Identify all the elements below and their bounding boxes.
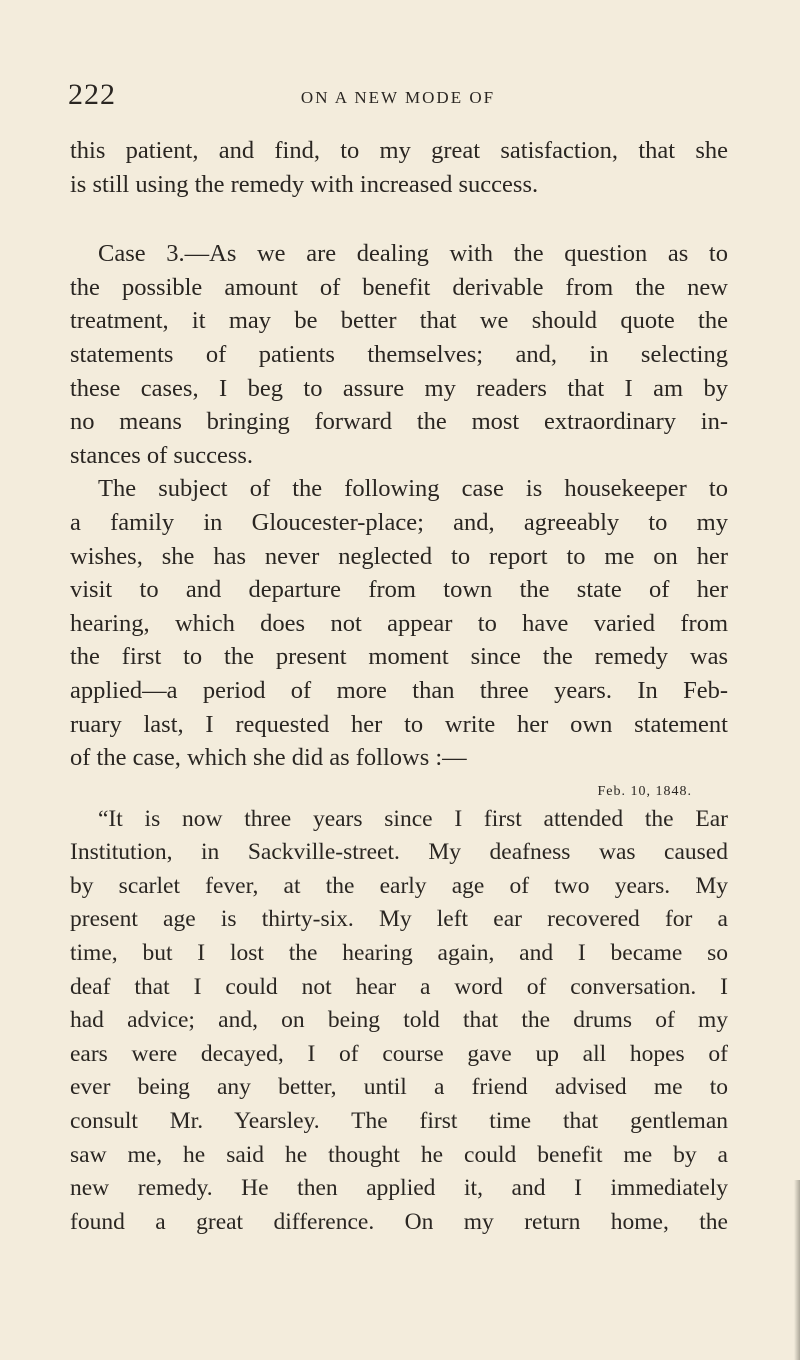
paragraph-3: [70, 472, 728, 774]
text-line: a family in Gloucester-place; and, agreeably to my: [70, 508, 728, 536]
text-line: ears were decayed, I of course gave up all hopes of: [70, 1040, 728, 1067]
text-line: present age is thirty-six. My left ear recovered for a: [70, 906, 728, 933]
text-line: the possible amount of benefit derivable from the new: [70, 273, 728, 301]
text-line: the first to the present moment since the remedy was: [70, 643, 728, 671]
text-line: deaf that I could not hear a word of conversation. I: [70, 973, 728, 1000]
text-line: of the case, which she did as follows :—: [70, 744, 467, 772]
letter-dateline: Feb. 10, 1848.: [597, 783, 692, 799]
running-head: ON A NEW MODE OF: [300, 88, 496, 107]
text-line: new remedy. He then applied it, and I immediately: [70, 1175, 728, 1202]
paragraph-1: [70, 134, 728, 201]
text-line: treatment, it may be better that we should quote the: [70, 307, 728, 335]
text-line: wishes, she has never neglected to report to me on her: [70, 542, 728, 570]
page-edge-shadow: [794, 1180, 800, 1360]
text-line: statements of patients themselves; and, in selecting: [70, 340, 728, 368]
text-line: consult Mr. Yearsley. The first time that gentleman: [70, 1108, 728, 1135]
text-line: hearing, which does not appear to have varied from: [70, 609, 728, 637]
text-line: visit to and departure from town the state of her: [70, 576, 728, 604]
text-line: had advice; and, on being told that the drums of my: [70, 1007, 728, 1034]
text-line: The subject of the following case is housekeeper to: [98, 475, 728, 503]
text-line: is still using the remedy with increased success.: [70, 170, 539, 198]
body-text: [70, 134, 728, 1239]
text-line: time, but I lost the hearing again, and I became so: [70, 940, 728, 967]
text-line: these cases, I beg to assure my readers that I am by: [70, 374, 728, 402]
page-header: [68, 78, 728, 118]
text-line: applied—a period of more than three years. In Feb-: [70, 676, 728, 704]
text-line: “It is now three years since I first attended the Ear: [98, 805, 728, 832]
quoted-letter: [70, 803, 728, 1240]
text-line: this patient, and find, to my great satisfaction, that she: [70, 137, 728, 164]
text-line: Case 3.—As we are dealing with the question as to: [98, 240, 728, 268]
page-number: 222: [68, 78, 116, 111]
text-line: ever being any better, until a friend advised me to: [70, 1074, 728, 1101]
text-line: no means bringing forward the most extraordinary in-: [70, 408, 728, 436]
paragraph-case-3: [70, 237, 728, 472]
text-line: found a great difference. On my return home, the: [70, 1208, 728, 1235]
text-line: by scarlet fever, at the early age of two years. My: [70, 872, 728, 899]
text-line: Institution, in Sackville-street. My deafness was caused: [70, 839, 728, 866]
text-line: stances of success.: [70, 441, 254, 469]
text-line: saw me, he said he thought he could benefit me by a: [70, 1141, 728, 1168]
text-line: ruary last, I requested her to write her own statement: [70, 710, 728, 738]
